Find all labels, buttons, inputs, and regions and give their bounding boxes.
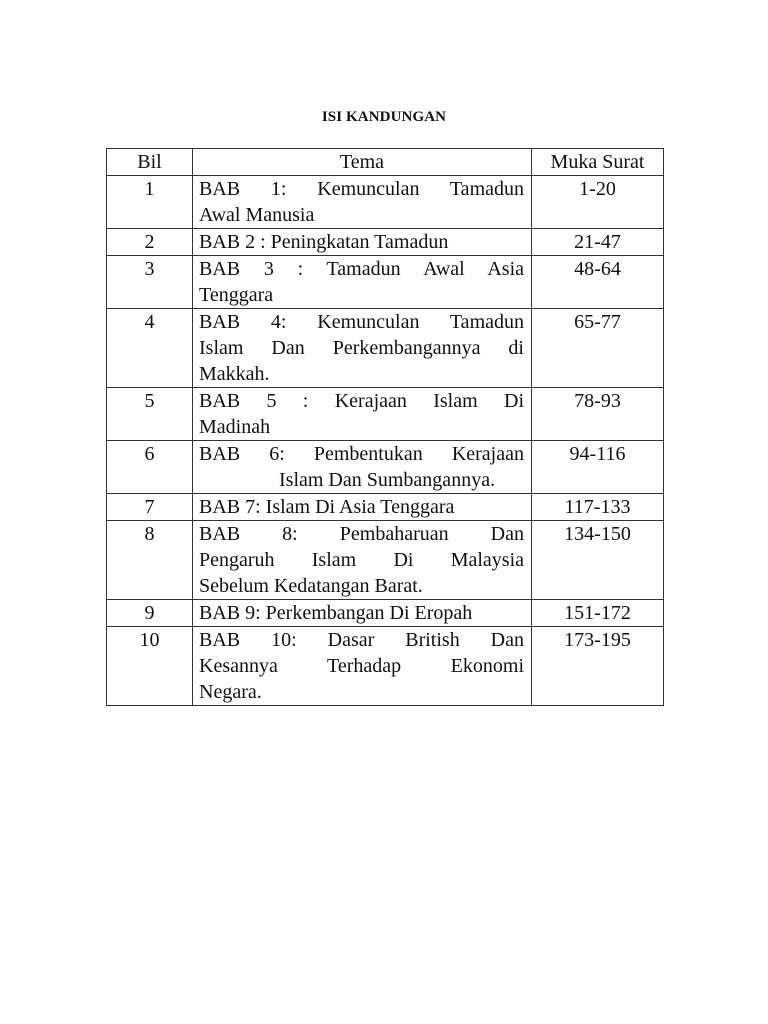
row-muka-surat: 78-93 bbox=[532, 388, 664, 441]
row-tema bbox=[193, 600, 532, 627]
header-tema: Tema bbox=[193, 149, 532, 176]
row-muka-surat: 1-20 bbox=[532, 176, 664, 229]
row-tema bbox=[193, 229, 532, 256]
row-bil: 10 bbox=[107, 627, 193, 706]
row-muka-surat: 48-64 bbox=[532, 256, 664, 309]
table-row bbox=[107, 600, 664, 627]
tema-line: BAB 10: Dasar British Dan bbox=[199, 629, 524, 651]
tema-line: BAB 9: Perkembangan Di Eropah bbox=[199, 602, 473, 624]
row-tema bbox=[193, 388, 532, 441]
tema-line: Sebelum Kedatangan Barat. bbox=[199, 575, 423, 597]
table-row bbox=[107, 441, 664, 494]
table-row bbox=[107, 256, 664, 309]
row-muka-surat: 94-116 bbox=[532, 441, 664, 494]
table-row bbox=[107, 627, 664, 706]
row-muka-surat: 134-150 bbox=[532, 521, 664, 600]
row-bil: 6 bbox=[107, 441, 193, 494]
tema-line: Madinah bbox=[199, 416, 271, 438]
row-tema bbox=[193, 494, 532, 521]
tema-line: Awal Manusia bbox=[199, 204, 315, 226]
tema-line: Islam Dan Perkembangannya di bbox=[199, 337, 524, 359]
tema-line: BAB 3 : Tamadun Awal Asia bbox=[199, 258, 524, 280]
row-bil: 7 bbox=[107, 494, 193, 521]
contents-table bbox=[106, 148, 664, 706]
table-row bbox=[107, 388, 664, 441]
table-row bbox=[107, 229, 664, 256]
header-row bbox=[107, 149, 664, 176]
table-row bbox=[107, 309, 664, 388]
tema-line: Kesannya Terhadap Ekonomi bbox=[199, 655, 524, 677]
row-tema bbox=[193, 441, 532, 494]
header-muka-surat: Muka Surat bbox=[532, 149, 664, 176]
row-bil: 9 bbox=[107, 600, 193, 627]
row-bil: 4 bbox=[107, 309, 193, 388]
row-bil: 2 bbox=[107, 229, 193, 256]
tema-line: BAB 1: Kemunculan Tamadun bbox=[199, 178, 524, 200]
tema-line: BAB 6: Pembentukan Kerajaan bbox=[199, 443, 524, 465]
row-bil: 1 bbox=[107, 176, 193, 229]
row-tema bbox=[193, 309, 532, 388]
header-bil: Bil bbox=[107, 149, 193, 176]
row-muka-surat: 151-172 bbox=[532, 600, 664, 627]
page-title: ISI KANDUNGAN bbox=[321, 109, 447, 125]
row-bil: 8 bbox=[107, 521, 193, 600]
row-muka-surat: 65-77 bbox=[532, 309, 664, 388]
row-tema bbox=[193, 176, 532, 229]
tema-line: Tenggara bbox=[199, 284, 274, 306]
row-muka-surat: 21-47 bbox=[532, 229, 664, 256]
row-bil: 3 bbox=[107, 256, 193, 309]
tema-line: Negara. bbox=[199, 681, 262, 703]
table-row bbox=[107, 494, 664, 521]
tema-line: Pengaruh Islam Di Malaysia bbox=[199, 549, 524, 571]
row-bil: 5 bbox=[107, 388, 193, 441]
table-row bbox=[107, 176, 664, 229]
tema-line: Islam Dan Sumbangannya. bbox=[279, 469, 496, 491]
row-tema bbox=[193, 521, 532, 600]
table-row bbox=[107, 521, 664, 600]
row-tema bbox=[193, 627, 532, 706]
tema-line: BAB 7: Islam Di Asia Tenggara bbox=[199, 496, 455, 518]
row-tema bbox=[193, 256, 532, 309]
tema-line: BAB 5 : Kerajaan Islam Di bbox=[199, 390, 524, 412]
tema-line: BAB 8: Pembaharuan Dan bbox=[199, 523, 524, 545]
tema-line: BAB 2 : Peningkatan Tamadun bbox=[199, 231, 449, 253]
tema-line: Makkah. bbox=[199, 363, 270, 385]
tema-line: BAB 4: Kemunculan Tamadun bbox=[199, 311, 524, 333]
row-muka-surat: 117-133 bbox=[532, 494, 664, 521]
row-muka-surat: 173-195 bbox=[532, 627, 664, 706]
